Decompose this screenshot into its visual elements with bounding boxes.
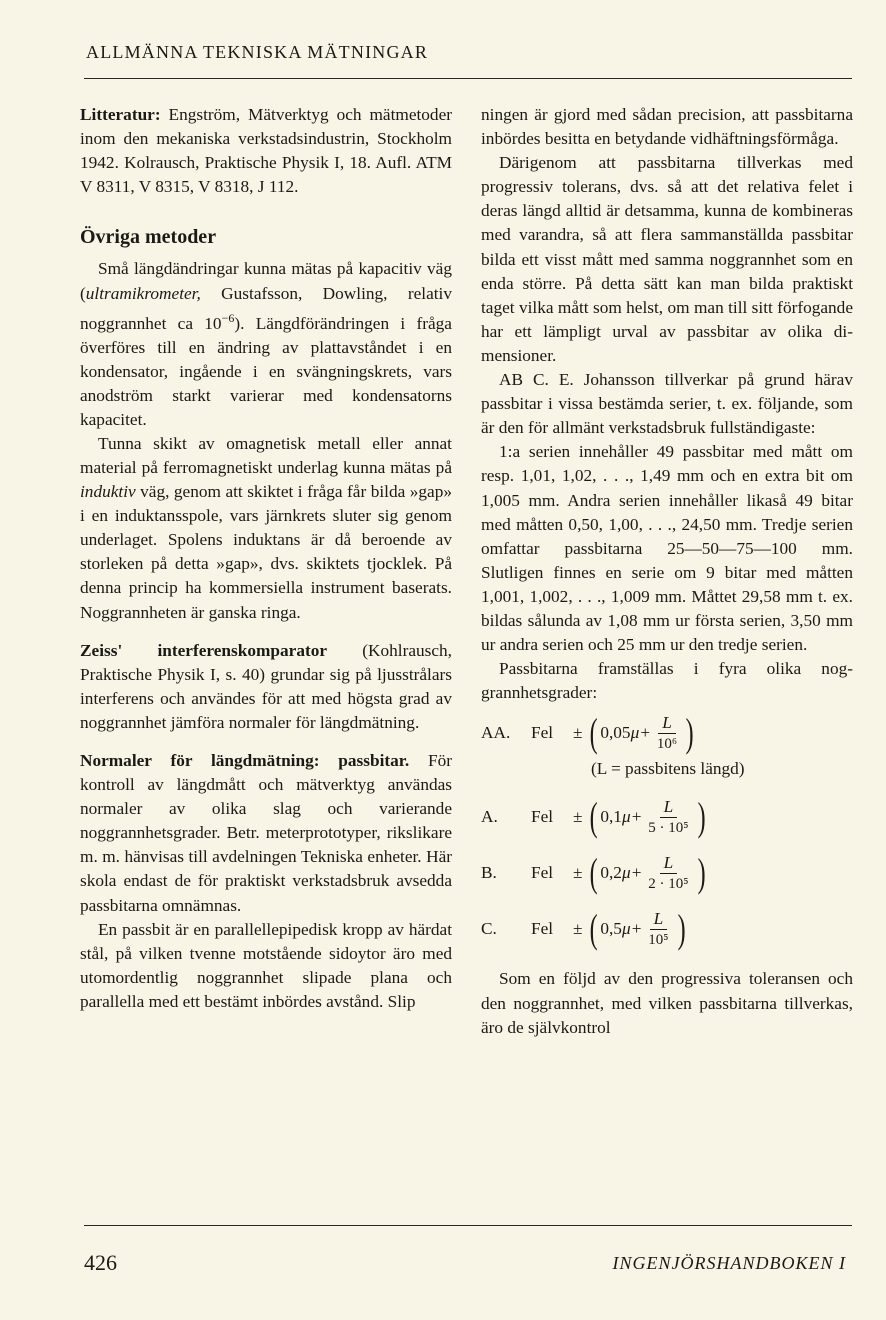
numerator: L [658,713,676,734]
formula-fel: Fel [531,723,554,743]
formula-note: (L = passbitens längd) [591,759,745,779]
denominator: 5 · 10⁵ [648,819,689,836]
formula-fel: Fel [531,919,554,939]
paren-close: ) [685,710,694,756]
formula-label: C. [481,919,497,939]
paren-close: ) [677,906,686,952]
fraction [653,713,681,754]
fraction [644,797,692,838]
literature-label: Litteratur: [80,105,161,124]
page-number: 426 [84,1250,117,1275]
numerator: L [660,853,678,874]
adhesion-paragraph: ningen är gjord med sådan precision, att passbitarna inbördes besitta en betydande vidhäftningsförmåga. [481,105,853,149]
formula-a [481,789,853,845]
capacitive-paragraph [80,257,452,431]
johansson-paragraph: AB C. E. Johansson tillverkar på grund härav passbitar i vissa bestämda serier, t. ex. följande, som är den för allmänt verkstadsbruk fullständigaste: [481,370,853,438]
fraction [644,909,672,950]
zeiss-label: Zeiss' interferenskomparator [80,640,328,660]
formula-b [481,845,853,901]
emphasis: ultramikrometer, [85,283,201,303]
formula-c [481,901,853,957]
emphasis: induktiv [80,482,136,502]
footer-rule [84,1225,852,1226]
text-run: ). Längdförändringen i fråga överföres till en ändring av plattavståndet i en kondensator, ingående i en svängningskrets, vars anodström starkt varierar med kondensatorns kapacitet. [80,313,452,429]
fraction [644,853,692,894]
zeiss-paragraph [80,639,452,735]
consequence-paragraph: Som en följd av den progressiva toleransen och den noggrannhet, med vilken passbitarna tillverkas, äro de självkontrol [481,969,853,1037]
mu-term: μ+ [621,919,643,939]
coefficient: 0,2 [600,863,622,883]
left-column [80,103,452,1014]
plus-minus: ± [573,723,583,743]
formula-aa [481,705,853,761]
text-run: För kontroll av längdmått och mätverktyg användas normaler av olika slag och varierande noggrannhetsgrader. Betr. meterprototyper, rikslikare m. m. hänvisas till avdelningen Tekniska enheter. Här skola endast de för praktiskt verkstadsbruk avsedda passbitarna omnämnas. [80,751,452,915]
denominator: 10⁶ [656,735,678,752]
series-paragraph: 1:a serien innehåller 49 passbitar med mått om resp. 1,01, 1,02, . . ., 1,49 mm och en extra bit om 1,005 mm. Andra serien innehåller likaså 49 bitar med måtten 0,50, 1,00, . . ., 24,50 mm. Tredje serien omfattar passbitarna 25—50—75—100 mm. Slutligen finnes en serie om 9 bitar med måtten 1,001, 1,002, . . ., 1,009 mm. Måttet 29,58 mm t. ex. bildas sålunda av 1,08 mm ur första serien, 3,50 mm ur andra serien och 25 mm ur den tredje serien. [481,442,853,655]
mu-term: μ+ [630,723,651,743]
passbit-paragraph: En passbit är en parallellepipedisk kropp av härdat stål, på vilken tvenne motstående sidoytor äro med utomordentlig noggrannhet slipade plana och parallella med ett bestämt inbördes avstånd. Slip [80,919,452,1011]
text-run: Gustafsson, Dowling, relativ noggrannhet ca 10 [80,283,452,333]
running-header: ALLMÄNNA TEKNISKA MÄTNINGAR [86,42,429,62]
right-column [481,103,853,1040]
section-heading: Övriga metoder [80,226,217,249]
paren-open: ( [589,710,598,756]
numerator: L [650,909,668,930]
grades-paragraph: Passbitarna framställas i fyra olika noggrannhetsgrader: [481,659,853,703]
paren-close: ) [697,794,706,840]
literature-paragraph [80,103,452,199]
normals-label: Normaler för längdmätning: passbitar. [80,751,410,771]
coefficient: 0,5 [600,919,622,939]
paren-open: ( [589,850,598,896]
formula-fel: Fel [531,863,554,883]
numerator: L [660,797,678,818]
normals-paragraph [80,749,452,918]
formula-label: B. [481,863,497,883]
text-run: Små längdändringar kunna mätas på kapacitiv väg ( [80,259,452,303]
mu-term: μ+ [621,807,643,827]
coefficient: 0,05 [600,723,631,743]
inductive-paragraph [80,432,452,625]
plus-minus: ± [573,863,583,883]
paren-close: ) [697,850,706,896]
book-title: INGENJÖRSHANDBOKEN I [612,1253,846,1273]
mu-term: μ+ [621,863,643,883]
exponent: −6 [221,310,235,325]
header-rule [84,78,852,79]
coefficient: 0,1 [600,807,622,827]
plus-minus: ± [573,807,583,827]
text-run: (Kohlrausch, Praktische Physik I, s. 40) grundar sig på ljusstrålars interferens och användes för att med högsta grad av noggrannhet jämföra normaler för längdmätning. [80,640,452,732]
paren-open: ( [589,794,598,840]
text-run: Tunna skikt av omagnetisk metall eller annat material på ferromagnetiskt underlag kunna mätas på [80,433,452,477]
tolerance-paragraph: Därigenom att passbitarna tillverkas med progressiv tolerans, dvs. så att det relativa felet i deras längd alltid är detsamma, kunna de kombineras med varandra, så att flera sammanställda passbitar bilda ett visst mått med samma noggrannhet som en enda större. På detta sätt kan man bilda praktiskt taget vilka mått som helst, om man till sitt förfogande har ett lämpligt urval av passbitar av olika dimensioner. [481,153,853,365]
denominator: 10⁵ [648,931,669,948]
formula-label: A. [481,807,498,827]
plus-minus: ± [573,919,583,939]
denominator: 2 · 10⁵ [648,875,689,892]
paren-open: ( [589,906,598,952]
text-run: väg, genom att skiktet i fråga får bilda »gap» i en induktansspole, vars järnkrets sluter sig genom underlaget. Spolens induktans är då beroende av storleken på detta »gap», dvs. skiktets tjocklek. På denna princip ha kommersiella instrument baserats. Noggrannheten är ganska ringa. [80,482,452,622]
formula-label: AA. [481,723,511,743]
literature-text: Engström, Mätverktyg och mätmetoder inom den mekaniska verkstadsindustrin, Stockholm 1942. Kolrausch, Praktische Physik I, 18. Aufl. ATM V 8311, V 8315, V 8318, J 112. [80,105,452,197]
formula-fel: Fel [531,807,554,827]
